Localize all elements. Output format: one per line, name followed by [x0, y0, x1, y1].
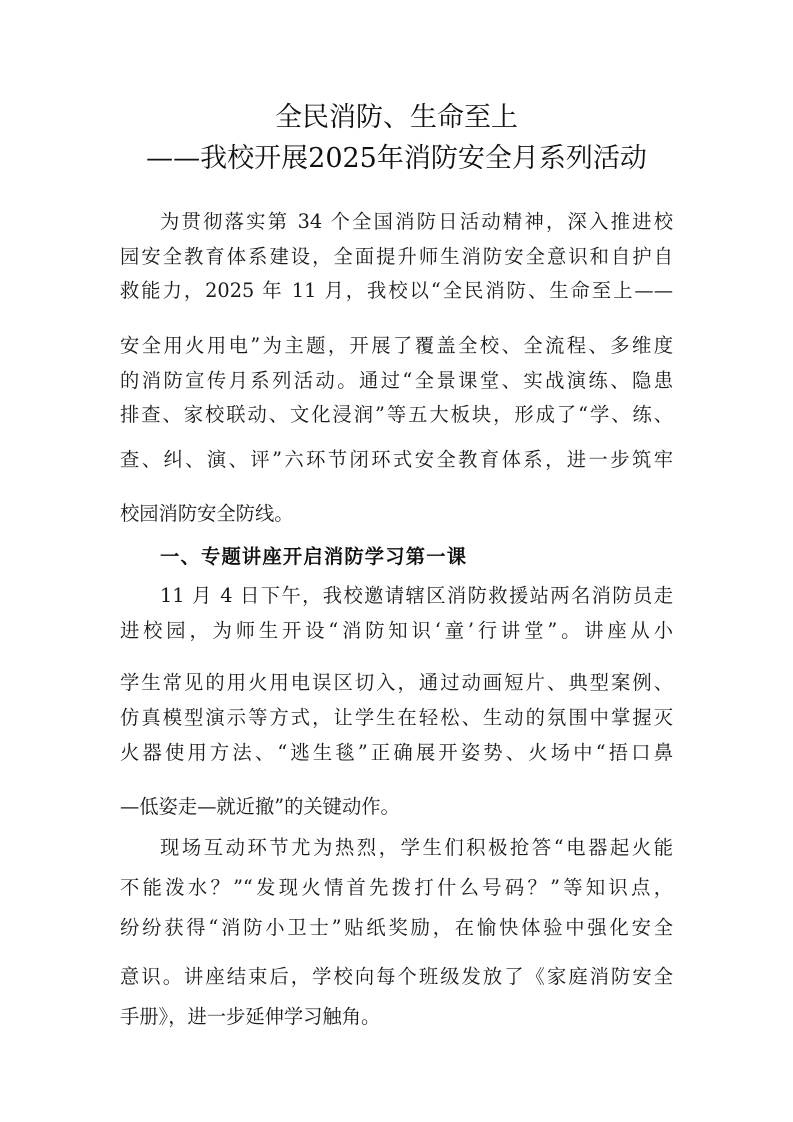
- intro-paragraph-line: 为贯彻落实第 34 个全国消防日活动精神，深入推进校: [160, 210, 673, 233]
- section-heading: 一、专题讲座开启消防学习第一课: [160, 545, 468, 568]
- intro-paragraph-line: 园安全教育体系建设，全面提升师生消防安全意识和自护自: [120, 245, 673, 268]
- section-paragraph-line: 学生常见的用火用电误区切入，通过动画短片、典型案例、: [120, 671, 673, 694]
- section-paragraph-line: 纷纷获得“消防小卫士”贴纸奖励，在愉快体验中强化安全: [120, 916, 673, 939]
- document-subtitle: ——我校开展2025年消防安全月系列活动: [146, 143, 647, 174]
- intro-paragraph-line: 校园消防安全防线。: [120, 502, 294, 525]
- document-title: 全民消防、生命至上: [275, 102, 518, 133]
- intro-paragraph-line: 查、纠、演、评”六环节闭环式安全教育体系，进一步筑牢: [120, 448, 673, 471]
- section-paragraph-line: —低姿走—就近撤”的关键动作。: [120, 795, 400, 818]
- section-paragraph-line: 仿真模型演示等方式，让学生在轻松、生动的氛围中掌握灭: [120, 706, 673, 729]
- section-paragraph-line: 不能泼水？”“发现火情首先拨打什么号码？”等知识点，: [120, 876, 673, 899]
- intro-paragraph-line: 的消防宣传月系列活动。通过“全景课堂、实战演练、隐患: [120, 369, 673, 392]
- section-paragraph-line: 手册》，进一步延伸学习触角。: [120, 1005, 381, 1028]
- intro-paragraph-line: 救能力，2025 年 11 月，我校以“全民消防、生命至上——: [120, 279, 673, 302]
- intro-paragraph-line: 排查、家校联动、文化浸润”等五大板块，形成了“学、练、: [120, 403, 673, 426]
- section-paragraph-line: 进校园，为师生开设“消防知识‘童’行讲堂”。讲座从小: [120, 619, 673, 642]
- section-paragraph-line: 11 月 4 日下午，我校邀请辖区消防救援站两名消防员走: [160, 584, 673, 607]
- section-paragraph-line: 火器使用方法、“逃生毯”正确展开姿势、火场中“捂口鼻: [120, 741, 673, 764]
- intro-paragraph-line: 安全用火用电”为主题，开展了覆盖全校、全流程、多维度: [120, 334, 673, 357]
- section-paragraph-line: 现场互动环节尤为热烈，学生们积极抢答“电器起火能: [160, 836, 673, 859]
- section-paragraph-line: 意识。讲座结束后，学校向每个班级发放了《家庭消防安全: [120, 965, 673, 988]
